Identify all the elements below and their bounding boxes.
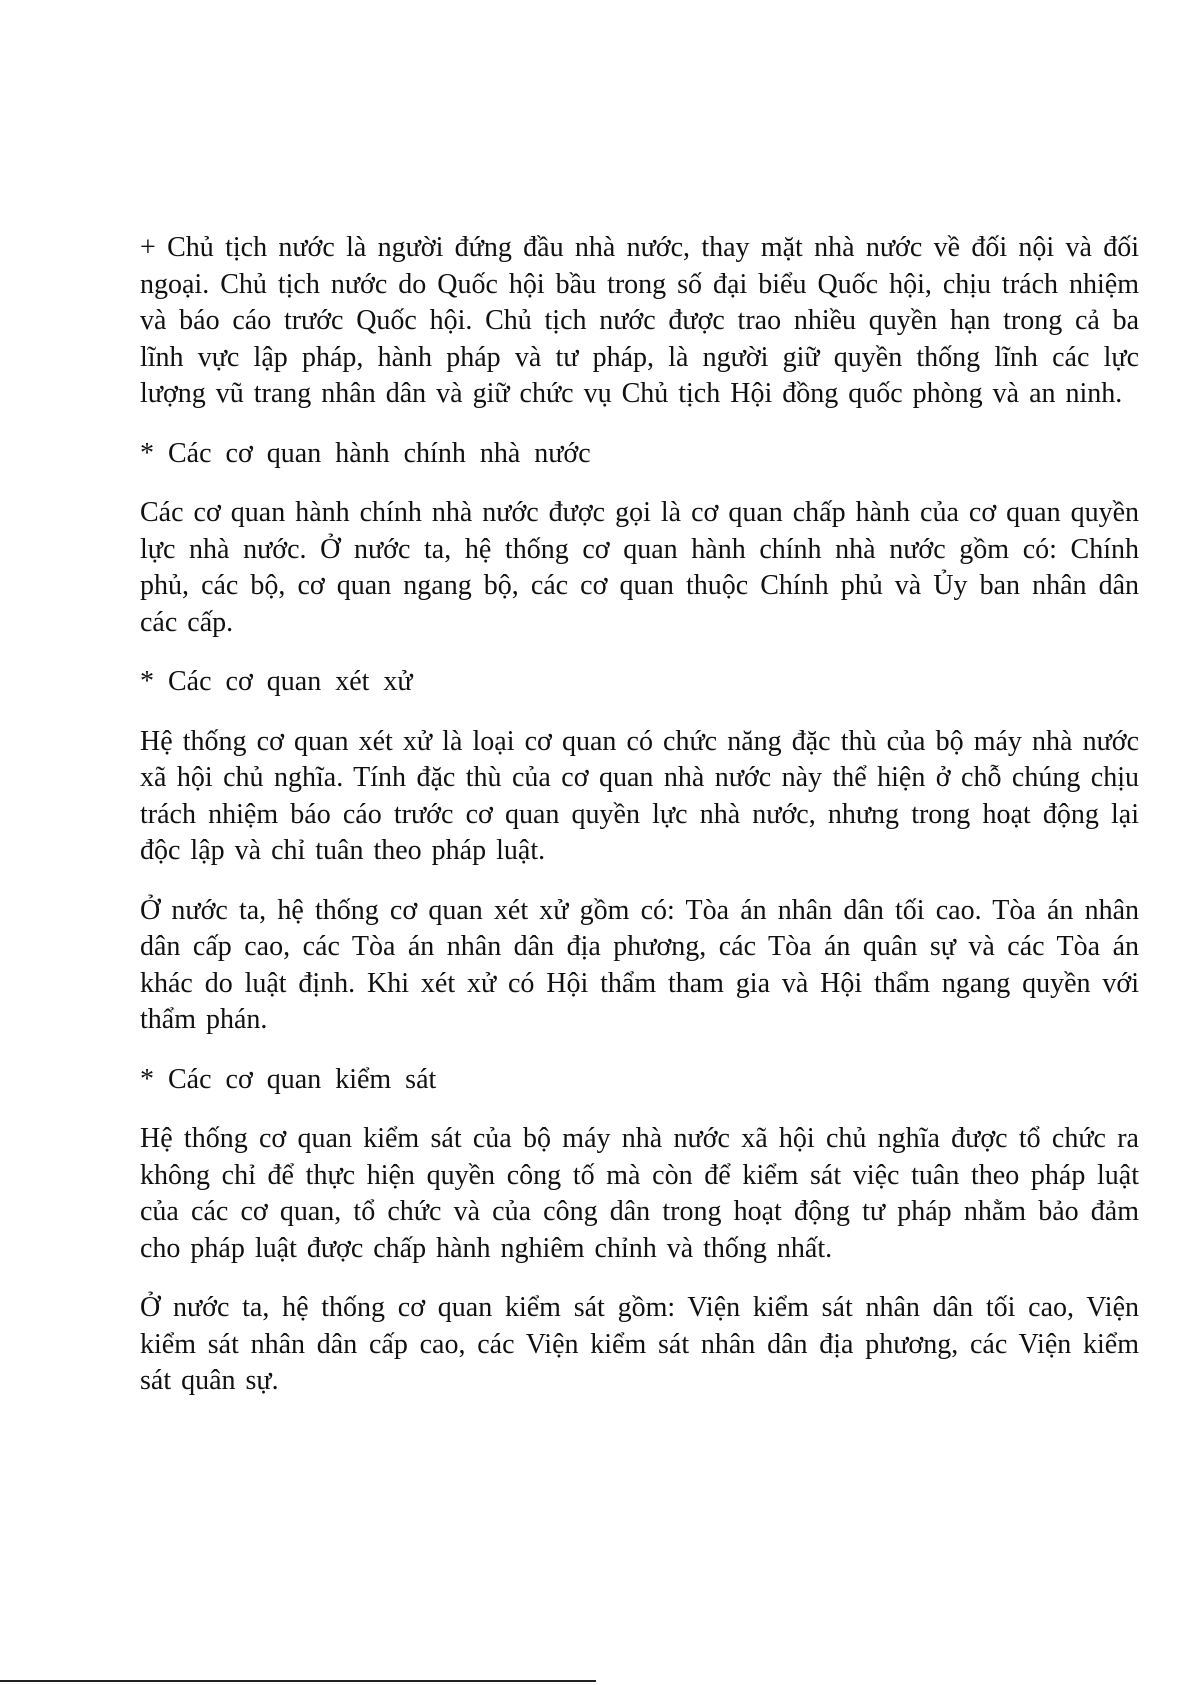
document-body	[140, 230, 1139, 1423]
footer-divider	[0, 1680, 596, 1682]
heading-procuracy-agencies: * Các cơ quan kiểm sát	[140, 1063, 437, 1095]
paragraph-judicial-agencies-role: Hệ thống cơ quan xét xử là loại cơ quan có chức năng đặc thù của bộ máy nhà nước xã hội chủ nghĩa. Tính đặc thù của cơ quan nhà nước này thể hiện ở chỗ chúng chịu trách nhiệm báo cáo trước cơ quan quyền lực nhà nước, nhưng trong hoạt động lại độc lập và chỉ tuân theo pháp luật.	[140, 725, 1139, 866]
paragraph-procuracy-agencies-role: Hệ thống cơ quan kiểm sát của bộ máy nhà nước xã hội chủ nghĩa được tổ chức ra không chỉ để thực hiện quyền công tố mà còn để kiểm sát việc tuân theo pháp luật của các cơ quan, tổ chức và của công dân trong hoạt động tư pháp nhằm bảo đảm cho pháp luật được chấp hành nghiêm chỉnh và thống nhất.	[140, 1123, 1139, 1264]
heading-judicial-agencies: * Các cơ quan xét xử	[140, 666, 413, 697]
paragraph-procuracy-agencies-system: Ở nước ta, hệ thống cơ quan kiểm sát gồm: Viện kiểm sát nhân dân tối cao, Viện kiểm sát nhân dân cấp cao, các Viện kiểm sát nhân dân địa phương, các Viện kiểm sát quân sự.	[140, 1292, 1139, 1396]
paragraph-president: + Chủ tịch nước là người đứng đầu nhà nước, thay mặt nhà nước về đối nội và đối ngoại. Chủ tịch nước do Quốc hội bầu trong số đại biểu Quốc hội, chịu trách nhiệm và báo cáo trước Quốc hội. Chủ tịch nước được trao nhiều quyền hạn trong cả ba lĩnh vực lập pháp, hành pháp và tư pháp, là người giữ quyền thống lĩnh các lực lượng vũ trang nhân dân và giữ chức vụ Chủ tịch Hội đồng quốc phòng và an ninh.	[140, 232, 1139, 409]
paragraph-administrative-agencies: Các cơ quan hành chính nhà nước được gọi là cơ quan chấp hành của cơ quan quyền lực nhà nước. Ở nước ta, hệ thống cơ quan hành chính nhà nước gồm có: Chính phủ, các bộ, cơ quan ngang bộ, các cơ quan thuộc Chính phủ và Ủy ban nhân dân các cấp.	[140, 497, 1139, 638]
heading-administrative-agencies: * Các cơ quan hành chính nhà nước	[140, 437, 591, 469]
paragraph-judicial-agencies-system: Ở nước ta, hệ thống cơ quan xét xử gồm có: Tòa án nhân dân tối cao. Tòa án nhân dân cấp cao, các Tòa án nhân dân địa phương, các Tòa án quân sự và các Tòa án khác do luật định. Khi xét xử có Hội thẩm tham gia và Hội thẩm ngang quyền với thẩm phán.	[140, 894, 1139, 1035]
